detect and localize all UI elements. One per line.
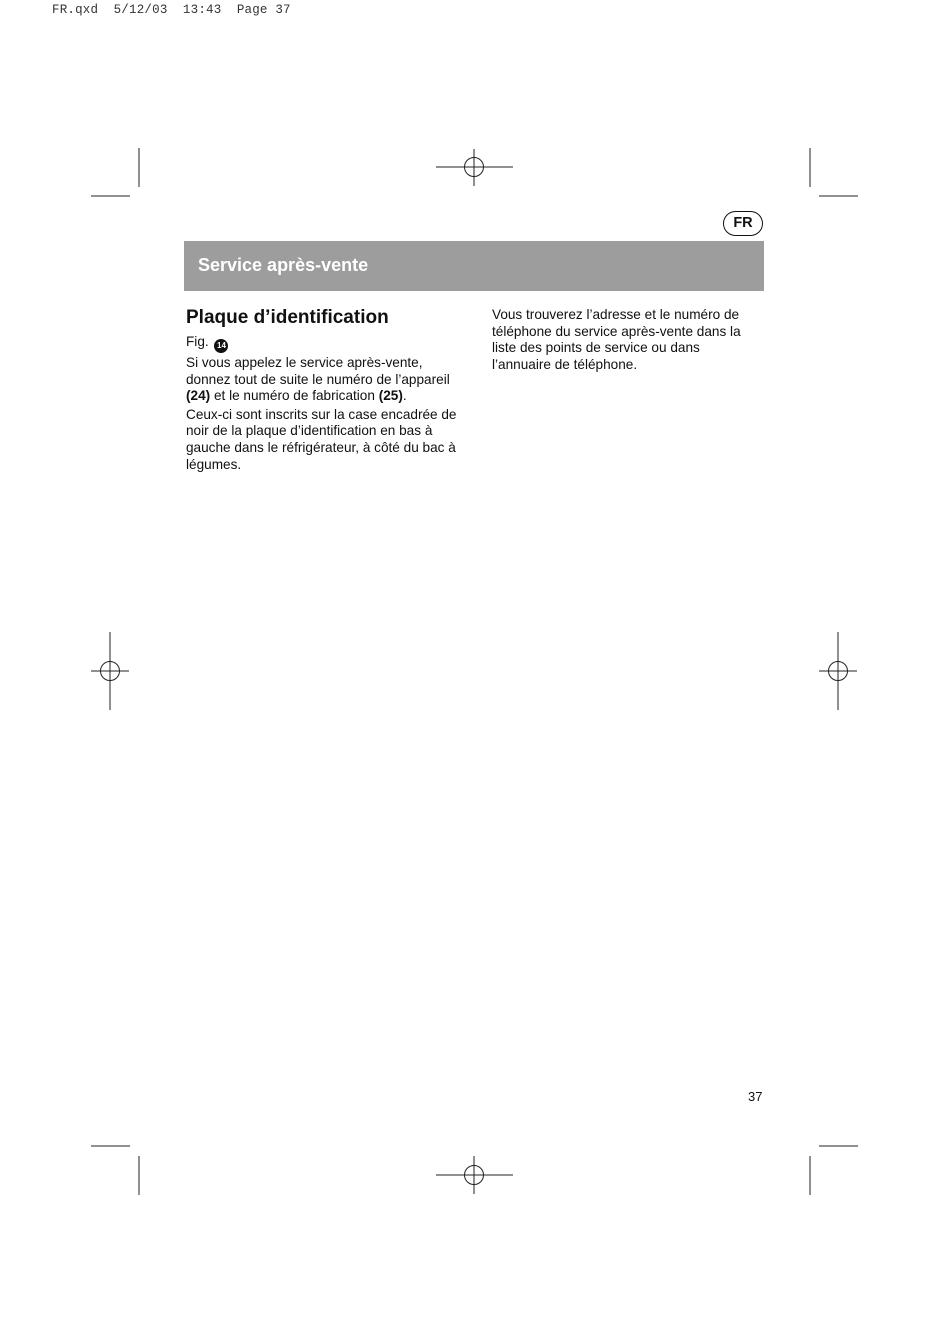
registration-mark-bottom — [436, 1156, 513, 1194]
right-column — [492, 307, 758, 375]
section-title: Service après-vente — [198, 255, 369, 275]
figure-number-badge: 14 — [214, 339, 228, 353]
section-header-bar — [184, 241, 764, 291]
figure-label: Fig. — [186, 334, 209, 349]
registration-mark-top — [436, 149, 513, 186]
paragraph-service-address: Vous trouverez l’adresse et le numéro de téléphone du service après-vente dans la liste des points de service ou dans l’annuaire de téléphone. — [492, 307, 741, 372]
appliance-number-ref: (24) — [186, 388, 211, 404]
paragraph-plate-location: Ceux-ci sont inscrits sur la case encadrée de noir de la plaque d’identification en bas à gauche dans le réfrigérateur, à côté du bac à légumes. — [186, 406, 457, 472]
figure-reference — [186, 334, 462, 353]
registration-mark-right — [819, 632, 857, 710]
language-badge: FR — [723, 211, 763, 236]
paragraph-call-service: Si vous appelez le service après-vente, donnez tout de suite le numéro de l’appareil (24) et le numéro de fabrication (25). — [186, 355, 450, 404]
production-number-ref: (25) — [378, 388, 403, 404]
left-column — [186, 306, 462, 475]
print-slug: FR.qxd 5/12/03 13:43 Page 37 — [52, 3, 291, 17]
registration-mark-left — [91, 632, 129, 710]
subsection-heading: Plaque d’identification — [186, 307, 389, 328]
page-number: 37 — [748, 1089, 763, 1104]
